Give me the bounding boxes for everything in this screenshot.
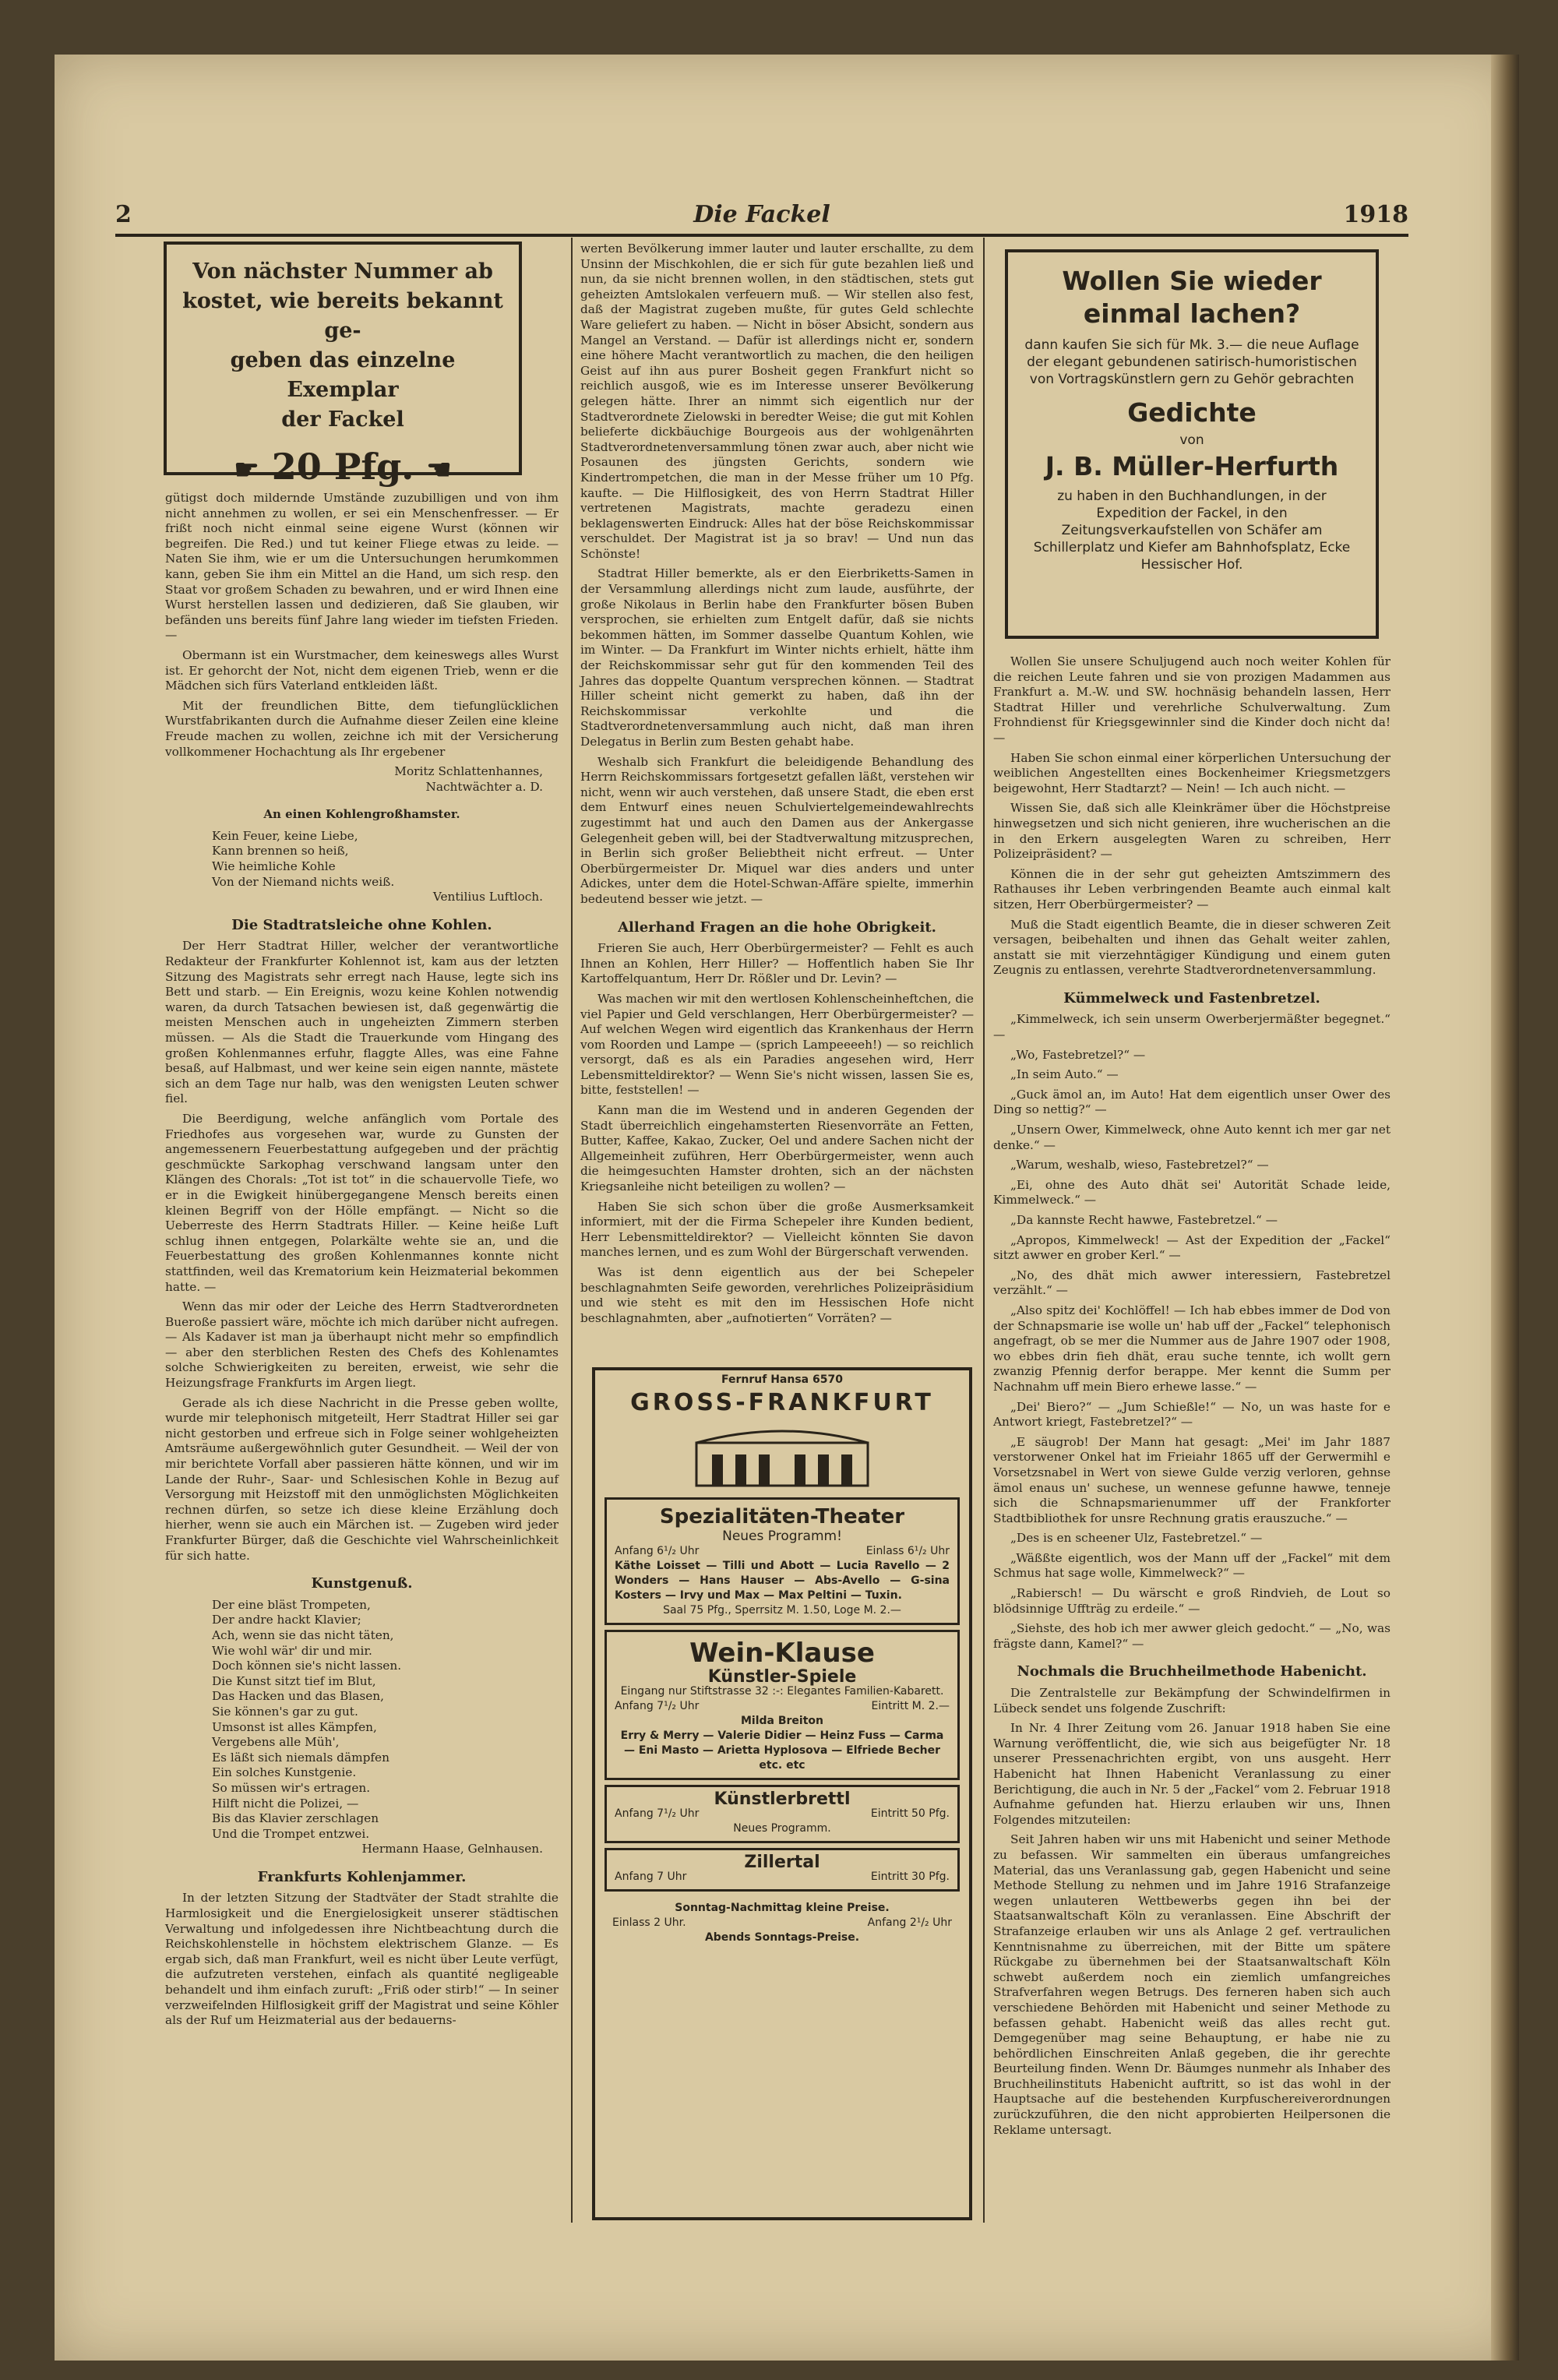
dialog-line: „E säugrob! Der Mann hat gesagt: „Mei' im Jahr 1887 verstorwener Onkel hat im Frieiahr 1865 uff der Gerwermihl e Vorsetzsnabel in Wert von siewe Gulde verzig verloren, gehnse ämol enaus un' suchese, un wennese gefunne hawwe, tenneje sich die Schnapsmarienummer uff der Frankforter Stadtbibliothek for unsre Rechnung gratis erauszuche.“ —	[993, 1434, 1391, 1525]
year: 1918	[1343, 201, 1408, 228]
admission-price: Eintritt 30 Pfg.	[870, 1871, 950, 1883]
column-divider	[571, 238, 573, 2223]
paragraph: Obermann ist ein Wurstmacher, dem keineswegs alles Wurst ist. Er gehorcht der Not, nicht dem eigenen Trieb, wenn er die Mädchen sich fürs Vaterland entkleiden läßt.	[165, 647, 559, 693]
ad-headline: Wollen Sie wieder	[1062, 266, 1322, 296]
theater-title: Spezialitäten-Theater	[659, 1505, 905, 1528]
price-line	[179, 446, 506, 488]
column-1	[165, 491, 559, 2033]
dialog-line: „Apropos, Kimmelweck! — Ast der Expedition der „Fackel“ sitzt awwer en grober Kerl.“ —	[993, 1232, 1391, 1263]
notice-line: kostet, wie bereits bekannt ge-	[182, 289, 503, 343]
column-3	[993, 654, 1391, 2142]
book-spine	[1491, 55, 1519, 2361]
paragraph: In Nr. 4 Ihrer Zeitung vom 26. Januar 1918 haben Sie eine Warnung veröffentlicht, die, wie sich aus beigefügter Nr. 18 unserer Pressenachrichten ergibt, von uns ausgeht. Herr Habenicht hat Ihnen Habenicht Veranlassung zu einer Berichtigung, die auch in Nr. 5 der „Fackel“ vom 2. Februar 1918 Aufnahme gefunden hat. Hierzu erlauben wir uns, Ihnen Folgendes mitzuteilen:	[993, 1721, 1391, 1827]
dialog-line: „Siehste, des hob ich mer awwer gleich gedocht.“ — „No, was frägste dann, Kamel?“ —	[993, 1621, 1391, 1651]
start-time: Anfang 2¹/₂ Uhr	[867, 1916, 952, 1929]
headline-artist: Milda Breiton	[740, 1715, 824, 1727]
theater-box	[605, 1497, 960, 1625]
paragraph: Was ist denn eigentlich aus der bei Schepeler beschlagnahmten Seife geworden, verehrliches Polizeipräsidium und wie steht es mit den im Hessischen Hofe nicht beschlagnahmten, aber „aufnotierten“ Vorräten? —	[580, 1265, 974, 1325]
notice-line: Von nächster Nummer ab	[192, 259, 493, 284]
article-heading: Nochmals die Bruchheilmethode Habenicht.	[1017, 1663, 1367, 1680]
paragraph: werten Bevölkerung immer lauter und lauter erschallte, zu dem Unsinn der Mischkohlen, die er sich für gute bezahlen ließ und nun, da sie nicht brennen wollen, in den städtischen, stets gut geheizten Amtslokalen verfeuern muß. — Wir stellen also fest, daß der Magistrat zugeben mußte, für gutes Geld schlechte Ware geliefert zu haben. — Nicht in böser Absicht, sondern aus Mangel an Verstand. — Dafür ist allerdings nicht er, sondern eine höhere Macht verantwortlich zu machen, die den heiligen Geist auf ihn aus purer Bosheit gegen Frankfurt nicht so reichlich ausgoß, wie es im Interesse unserer Bevölkerung gelegen hätte. Ihrer an nimmt sich eigentlich nur der Stadtverordnete Zielowski in beredter Weise; die gut mit Kohlen belieferte dickbäuchige Bourgeois aus der wohlgenährten Stadtverordnetenversammlung tönen zwar auch, aber nicht wie Posaunen des jüngsten Gerichts, sondern wie Kindertrompetchen, die man in der Messe früher um 10 Pfg. kaufte. — Die Hilflosigkeit, des von Herrn Stadtrat Hiller vertretenen Magistrats, machte geradezu einen beklagenswerten Eindruck: Alles hat der böse Reichskommissar verschuldet. Der Magistrat ist ja so brav! — Und nun das Schönste!	[580, 242, 974, 561]
gedichte-advertisement	[1005, 249, 1379, 639]
dialog-line: „Kimmelweck, ich sein unserm Owerberjermäßter begegnet.“ —	[993, 1012, 1391, 1042]
dialog-line: „Guck ämol an, im Auto! Hat dem eigentlich unser Ower des Ding so nettig?“ —	[993, 1087, 1391, 1117]
page-header	[115, 201, 1408, 232]
paragraph: Seit Jahren haben wir uns mit Habenicht und seiner Methode zu befassen. Wir sammelten ein überaus umfangreiches Material, das uns Veranlassung gab, gegen Habenicht und seine Methode Stellung zu nehmen und im Jahre 1916 Strafanzeige wegen unlauteren Wettbewerbs gegen ihn bei der Staatsanwaltschaft Köln zu veranlassen. Eine Abschrift der Strafanzeige erlauben wir uns als Anlage 2 gef. vertraulichen Kenntnisnahme zu überreichen, mit der Bitte um spätere Rückgabe zu übernehmen bei der Staatsanwaltschaft Köln schwebt außerdem noch ein ziemlich umfangreiches Strafverfahren wegen Betrugs. Des ferneren haben sich auch verschiedene Behörden mit Habenicht und seiner Methode zu befassen gehabt. Habenicht weiß das alles recht gut. Demgegenüber mag seine Behauptung, er habe nie zu behördlichen Einschreiten Anlaß gegeben, die ihr gerechte Beurteilung finden. Wenn Dr. Bäumges nunmehr als Inhaber des Bruchheilinstituts Habenicht auftritt, so ist das wohl in der Hauptsache auf die bestehenden Kurpfuschereiverordnungen zurückzuführen, die den nicht approbierten Heilpersonen die Reklame untersagt.	[993, 1832, 1391, 2137]
column-2	[580, 242, 974, 1331]
admission-time: Einlass 6¹/₂ Uhr	[865, 1545, 950, 1557]
header-rule	[115, 234, 1408, 237]
poem-line: Von der Niemand nichts weiß.	[212, 874, 395, 889]
article-heading: Allerhand Fragen an die hohe Obrigkeit.	[618, 919, 936, 936]
dialog-line: „Rabiersch! — Du wärscht e groß Rindvieh, de Lout so blödsinnige Uffträg zu erdeile.“ —	[993, 1586, 1391, 1616]
admission-price: Eintritt M. 2.—	[871, 1700, 950, 1712]
pointing-hand-left-icon: ☚	[426, 453, 452, 486]
poem-line: Die Kunst sitzt tief im Blut,	[212, 1673, 376, 1688]
dialog-line: „Wo, Fastebretzel?“ —	[1010, 1047, 1146, 1062]
admission-time: Einlass 2 Uhr.	[612, 1916, 686, 1929]
ad-text: zu haben in den Buchhandlungen, in der Expedition der Fackel, in den Zeitungsverkaufstellen von Schäfer am Schillerplatz und Kiefer am Bahnhofsplatz, Ecke Hessischer Hof.	[1033, 488, 1351, 573]
paragraph: Stadtrat Hiller bemerkte, als er den Eierbriketts-Samen in der Versammlung allerdings nicht zum laude, ausführte, der große Nikolaus in Berlin habe den Frankfurter bösen Buben versprochen, sie erhielten zum Entgelt dafür, daß sie nichts bekommen hätten, im Sommer dasselbe Quantum Kohlen, wie im Winter. — Da Frankfurt im Winter nichts erhielt, hätte ihm der Reichskommissar sehr gut für den kommenden Teil des Jahres das doppelte Quantum versprechen können. — Stadtrat Hiller scheint nicht gemerkt zu haben, daß ihn der Reichskommissar verkohlte und die Stadtverordnetenversammlung auch nicht, daß man ihren Delegatus in Berlin zum Besten gehabt habe.	[580, 566, 974, 749]
poem-line: Doch können sie's nicht lassen.	[212, 1659, 402, 1673]
gross-frankfurt-advertisement	[592, 1367, 972, 2220]
poem-line: Vergebens alle Müh',	[212, 1735, 340, 1750]
ad-headline: einmal lachen?	[1083, 298, 1301, 329]
signature: Nachtwächter a. D.	[425, 779, 543, 794]
ad-product: Gedichte	[1127, 397, 1257, 428]
dialog-line: „No, des dhät mich awwer interessiern, Fastebretzel verzählt.“ —	[993, 1268, 1391, 1298]
evening-note: Abends Sonntags-Preise.	[704, 1931, 860, 1944]
artist-list: Erry & Merry — Valerie Didier — Heinz Fuss — Carma — Eni Masto — Arietta Hyplosova — Elfriede Becher etc. etc	[620, 1729, 944, 1772]
poem-line: Ein solches Kunstgenie.	[212, 1765, 357, 1780]
dialog-line: „Ei, ohne des Auto dhät sei' Autorität Schade leide, Kimmelweck.“ —	[993, 1177, 1391, 1208]
paragraph: Kann man die im Westend und in anderen Gegenden der Stadt überreichlich eingehamsterten Riesenvorräte an Fetten, Butter, Kaffee, Kakao, Zucker, Oel und andere Sachen nicht der Allgemeinheit zuführen, Herr Oberbürgermeister, wenn auch die heimgesuchten Hamster drohten, sich an der nächsten Kriegsanleihe nicht beteiligen zu wollen? —	[580, 1103, 974, 1194]
artist-list: Käthe Loisset — Tilli und Abott — Lucia Ravello — 2 Wonders — Hans Hauser — Abs-Avello — G-sina Kosters — Irvy und Max — Max Peltini — Tuxin.	[615, 1560, 950, 1602]
dialog-line: „Unsern Ower, Kimmelweck, ohne Auto kennt ich mer gar net denke.“ —	[993, 1123, 1391, 1152]
ad-text: dann kaufen Sie sich für Mk. 3.— die neue Auflage der elegant gebundenen satirisch-humoristischen von Vortragskünstlern gern zu Gehör gebrachten	[1024, 337, 1359, 387]
program-note: Neues Programm!	[722, 1528, 842, 1544]
zillertal-title: Zillertal	[744, 1853, 820, 1872]
paragraph: Weshalb sich Frankfurt die beleidigende Behandlung des Herrn Reichskommissars fortgesetzt gefallen läßt, verstehen wir nicht, wenn wir auch verstehen, daß unsere Stadt, die eben erst dem Entwurf eines neuen Schulviertelgemeindewahlrechts zugestimmt hat und auch den Damen aus der Ankergasse Gelegenheit geben will, bei der Stadtverwaltung mitzusprechen, in Berlin sich großer Beliebtheit nicht erfreut. — Unter Oberbürgermeister Dr. Miquel war dies anders und unter Adickes, unter dem die Hotel-Schwan-Affäre spielte, immerhin bedeutend besser wie jetzt. —	[580, 754, 974, 906]
poem-title: An einen Kohlengroßhamster.	[263, 807, 460, 822]
start-time: Anfang 7¹/₂ Uhr	[615, 1700, 700, 1712]
paragraph: Wollen Sie unsere Schuljugend auch noch weiter Kohlen für die reichen Leute fahren und sie von prozigen Madammen aus Frankfurt a. M.-W. und SW. hochnäsig behandeln lassen, Herr Stadtrat Hiller und verehrliche Schulverwaltung. Zum Frohndienst für Kriegsgewinnler sind die Kinder doch nicht da! —	[993, 654, 1391, 745]
price-value: 20 Pfg.	[271, 446, 414, 488]
poem-signature: Ventilius Luftloch.	[432, 890, 543, 904]
zillertal-box	[605, 1848, 960, 1892]
poem-line: So müssen wir's ertragen.	[212, 1780, 371, 1795]
paragraph: Die Beerdigung, welche anfänglich vom Portale des Friedhofes aus vorgesehen war, wurde zu Gunsten der angemessenern Feuerbestattung aufgegeben und der prächtig geschmückte Sarkophag verschwand langsam unter den Klängen des Chorals: „Tot ist tot“ in die schauervolle Tiefe, wo er in die Ewigkeit hinübergegangene Mensch bereits einen kleinen Begriff von der Hölle empfängt. — Nicht so die Ueberreste des Herrn Stadtrats Hiller. — Keine heiße Luft schlug ihnen entgegen, Polarkälte wehte sie an, und die Feuerbestattung des großen Kohlenmannes konnte nicht stattfinden, weil das Krematorium kein Heizmaterial bekommen hatte. —	[165, 1111, 559, 1294]
paragraph: Frieren Sie auch, Herr Oberbürgermeister? — Fehlt es auch Ihnen an Kohlen, Herr Hiller? — Hoffentlich haben Sie Ihr Kartoffelquantum, Herr Dr. Rößler und Dr. Levin? —	[580, 941, 974, 986]
notice-line: geben das einzelne Exemplar	[230, 348, 456, 402]
article-heading: Frankfurts Kohlenjammer.	[257, 1868, 467, 1885]
poem-signature: Hermann Haase, Gelnhausen.	[361, 1842, 543, 1856]
poem-line: Es läßt sich niemals dämpfen	[212, 1750, 390, 1765]
kuenstler-spiele-title: Künstler-Spiele	[707, 1667, 857, 1687]
article-heading: Kümmelweck und Fastenbretzel.	[1063, 989, 1320, 1007]
poem-line: Das Hacken und das Blasen,	[212, 1689, 385, 1704]
program-note: Neues Programm.	[733, 1822, 831, 1835]
article-heading: Die Stadtratsleiche ohne Kohlen.	[231, 916, 492, 933]
dialog-line: „Des is en scheener Ulz, Fastebretzel.“ —	[1010, 1531, 1263, 1546]
dialog-line: „Da kannste Recht hawwe, Fastebretzel.“ —	[1010, 1213, 1278, 1227]
paragraph: Haben Sie schon einmal einer körperlichen Untersuchung der weiblichen Angestellten eines Bockenheimer Kriegsmetzgers beigewohnt, Herr Stadtarzt? — Nein! — Ich auch nicht. —	[993, 750, 1391, 795]
dialog-line: „Wäßßte eigentlich, wos der Mann uff der „Fackel“ mit dem Schmus hat sage wolle, Kimmelweck?“ —	[993, 1550, 1391, 1581]
entrance-note: Eingang nur Stiftstrasse 32 :-: Elegantes Familien-Kabarett.	[620, 1685, 944, 1698]
dialog-line: „Warum, weshalb, wieso, Fastebretzel?“ —	[1010, 1158, 1269, 1172]
poem-line: Wie wohl wär' dir und mir.	[212, 1643, 372, 1658]
paragraph: Haben Sie sich schon über die große Ausmerksamkeit informiert, mit der die Firma Schepeler ihre Kunden bedient, Herr Lebensmitteldirektor? — Vielleicht könnten Sie davon manches lernen, und es zum Wohl der Bürgerschaft verwenden.	[580, 1199, 974, 1260]
poem-line: Kann brennen so heiß,	[212, 844, 349, 859]
paragraph: In der letzten Sitzung der Stadtväter der Stadt strahlte die Harmlosigkeit und die Energielosigkeit unserer städtischen Verwaltung und infolgedessen ihre Nichtbeachtung durch die Reichskohlenstelle in höchstem elektrischem Glanze. — Es ergab sich, daß man Frankfurt, weil es nicht über Leute verfügt, die aufzutreten verstehen, einfach als quantité negligeable behandelt und ihm einfach zuruft: „Friß oder stirb!“ — In seiner verzweifelnden Hilflosigkeit griff der Magistrat und seine Köhler als der Ruf um Heizmaterial aus der bedauerns-	[165, 1891, 559, 2028]
column-divider	[983, 238, 985, 2223]
ad-by: von	[1179, 432, 1204, 448]
wein-klause-box	[605, 1630, 960, 1780]
dialog-line: „Also spitz dei' Kochlöffel! — Ich hab ebbes immer de Dod von der Schnapsmarie ise wolle un' hab uff der „Fackel“ telephonisch angefragt, ob se mer die Nummer aus de Jahre 1907 oder 1908, wo ebbes drin fieh dhät, erau suche tennte, ich wollt gern zwanzig Pfennig derfor berappe. Mer kennt die Summ per Nachnahm uff mein Biero erhewe lasse.“ —	[993, 1303, 1391, 1394]
dialog-line: „Dei' Biero?“ — „Jum Schießle!“ — No, un was haste for e Antwort kriegt, Fastebretzel?“ —	[993, 1399, 1391, 1430]
kuenstlerbrettl-box	[605, 1785, 960, 1843]
admission-price: Eintritt 50 Pfg.	[870, 1807, 950, 1820]
pointing-hand-right-icon: ☛	[234, 453, 259, 486]
page-number: 2	[115, 201, 132, 228]
poem-line: Umsonst ist alles Kämpfen,	[212, 1719, 377, 1734]
building-illustration	[681, 1419, 883, 1490]
start-time: Anfang 7 Uhr	[615, 1871, 687, 1883]
paragraph: Muß die Stadt eigentlich Beamte, die in dieser schweren Zeit versagen, beibehalten und ihnen das Gehalt weiter zahlen, anstatt sie mit vierzehntägiger Kündigung und einem guten Zeugnis zu entlassen, verehrte Stadtverordnetenversammlung.	[993, 917, 1391, 978]
dialog-line: „In seim Auto.“ —	[1010, 1067, 1119, 1082]
sunday-note: Sonntag-Nachmittag kleine Preise.	[675, 1902, 890, 1914]
wein-klause-title: Wein-Klause	[689, 1638, 875, 1669]
poem-line: Hilft nicht die Polizei, —	[212, 1796, 359, 1811]
poem-line: Der andre hackt Klavier;	[212, 1613, 361, 1627]
paragraph: gütigst doch mildernde Umstände zuzubilligen und von ihm nicht annehmen zu wollen, er sei ein Menschenfresser. — Er frißt noch nicht einmal seine eigene Wurst (können wir begreifen. Die Red.) und tut keiner Fliege etwas zu leide. — Naten Sie ihm, wie er um die Untersuchungen herumkommen kann, geben Sie ihm ein Mittel an die Hand, um sich resp. den Staat vor großem Schaden zu bewahren, und er wird Ihnen eine Wurst herstellen lassen und dedizieren, daß Sie glauben, wir befänden uns bereits fünf Jahre lang wieder im tiefsten Frieden. —	[165, 491, 559, 643]
paragraph: Können die in der sehr gut geheizten Amtszimmern des Rathauses ihr Leben verbringenden Beamte auch einmal kalt sitzen, Herr Oberbürgermeister? —	[993, 866, 1391, 911]
poem-line: Und die Trompet entzwei.	[212, 1826, 370, 1841]
start-time: Anfang 6¹/₂ Uhr	[615, 1545, 700, 1557]
paragraph: Der Herr Stadtrat Hiller, welcher der verantwortliche Redakteur der Frankfurter Kohlennot ist, kam aus der letzten Sitzung des Magistrats sehr erregt nach Hause, legte sich ins Bett und starb. — Ein Ereignis, wozu keine Kohlen notwendig waren, da durch Tatsachen bewiesen ist, daß gegenwärtig die meisten Menschen auch in ungeheizten Zimmern sterben müssen. — Als die Stadt die Trauerkunde vom Hingang des großen Kohlenmannes erfuhr, flaggte Alles, was eine Fahne besaß, auf Halbmast, und wer keine sein eigen nannte, mästete sich an dem Tage nur halb, was den wenigsten Leuten schwer fiel.	[165, 939, 559, 1106]
paragraph: Die Zentralstelle zur Bekämpfung der Schwindelfirmen in Lübeck sendet uns folgende Zuschrift:	[993, 1686, 1391, 1715]
poem-line: Ach, wenn sie das nicht täten,	[212, 1627, 394, 1642]
price-list: Saal 75 Pfg., Sperrsitz M. 1.50, Loge M. 2.—	[663, 1604, 901, 1617]
paragraph: Gerade als ich diese Nachricht in die Presse geben wollte, wurde mir telephonisch mitgeteilt, Herr Stadtrat Hiller sei gar nicht gestorben und erfreue sich in Folge seiner wohlgeheizten Amtsräume außergewöhnlich guter Gesundheit. — Weil der von mir berichtete Vorfall aber passieren hätte können, und wir im Lande der Ruhr-, Saar- und Schlesischen Kohle in Bezug auf Versorgung mit Heizstoff mit den unmöglichsten Möglichkeiten rechnen dürfen, so setze ich diese kleine Erzählung doch hierher, wenn sie auch ein Märchen ist. — Zugeben wird jeder Frankfurter Bürger, daß die Geschichte viel Wahrscheinlichkeit für sich hatte.	[165, 1395, 559, 1563]
paragraph: Was machen wir mit den wertlosen Kohlenscheinheftchen, die viel Papier und Geld verschlangen, Herr Oberbürgermeister? — Auf welchen Wegen wird eigentlich das Krankenhaus der Herrn vom Roorden und Lampe — (sprich Lampeeeeh!) — so reichlich versorgt, daß es als ein Paradies angesehen wird, Herr Lebensmitteldirektor? — Wenn Sie's nicht wissen, lassen Sie es, bitte, feststellen! —	[580, 991, 974, 1098]
poem-line: Wie heimliche Kohle	[212, 859, 336, 874]
poem-line: Der eine bläst Trompeten,	[212, 1597, 371, 1612]
sunday-prices	[605, 1896, 960, 1950]
venue-logo: GROSS-FRANKFURT	[630, 1389, 934, 1416]
poem-line: Sie können's gar zu gut.	[212, 1704, 358, 1719]
phone-number: Fernruf Hansa 6570	[721, 1373, 843, 1386]
notice-line: der Fackel	[281, 407, 404, 432]
poem-line: Kein Feuer, keine Liebe,	[212, 828, 358, 843]
start-time: Anfang 7¹/₂ Uhr	[615, 1807, 700, 1820]
ad-author: J. B. Müller-Herfurth	[1045, 451, 1339, 481]
masthead-title: Die Fackel	[693, 201, 830, 228]
poem-line: Bis das Klavier zerschlagen	[212, 1811, 379, 1826]
price-notice-box	[164, 242, 522, 488]
paragraph: Wenn das mir oder der Leiche des Herrn Stadtverordneten Bueroße passiert wäre, möchte ich mich darüber nicht aufregen. — Als Kadaver ist man ja überhaupt nicht mehr so empfindlich — aber den sterblichen Resten des Chefs des Kohlenamtes solche Schwierigkeiten zu bereiten, erweist, wie sehr die Heizungsfrage Frankfurts im Argen liegt.	[165, 1299, 559, 1391]
paragraph: Wissen Sie, daß sich alle Kleinkrämer über die Höchstpreise hinwegsetzen und sich nicht genieren, ihre wucherischen an die in den Erkern ausgelegten Waren zu schreiben, Herr Polizeipräsident? —	[993, 801, 1391, 862]
signature: Moritz Schlattenhannes,	[394, 764, 543, 779]
article-heading: Kunstgenuß.	[311, 1575, 413, 1592]
kuenstlerbrettl-title: Künstlerbrettl	[714, 1789, 851, 1809]
paragraph: Mit der freundlichen Bitte, dem tiefunglücklichen Wurstfabrikanten durch die Aufnahme dieser Zeilen eine kleine Freude machen zu wollen, zeichne ich mit der Versicherung vollkommener Hochachtung als Ihr ergebener	[165, 698, 559, 759]
